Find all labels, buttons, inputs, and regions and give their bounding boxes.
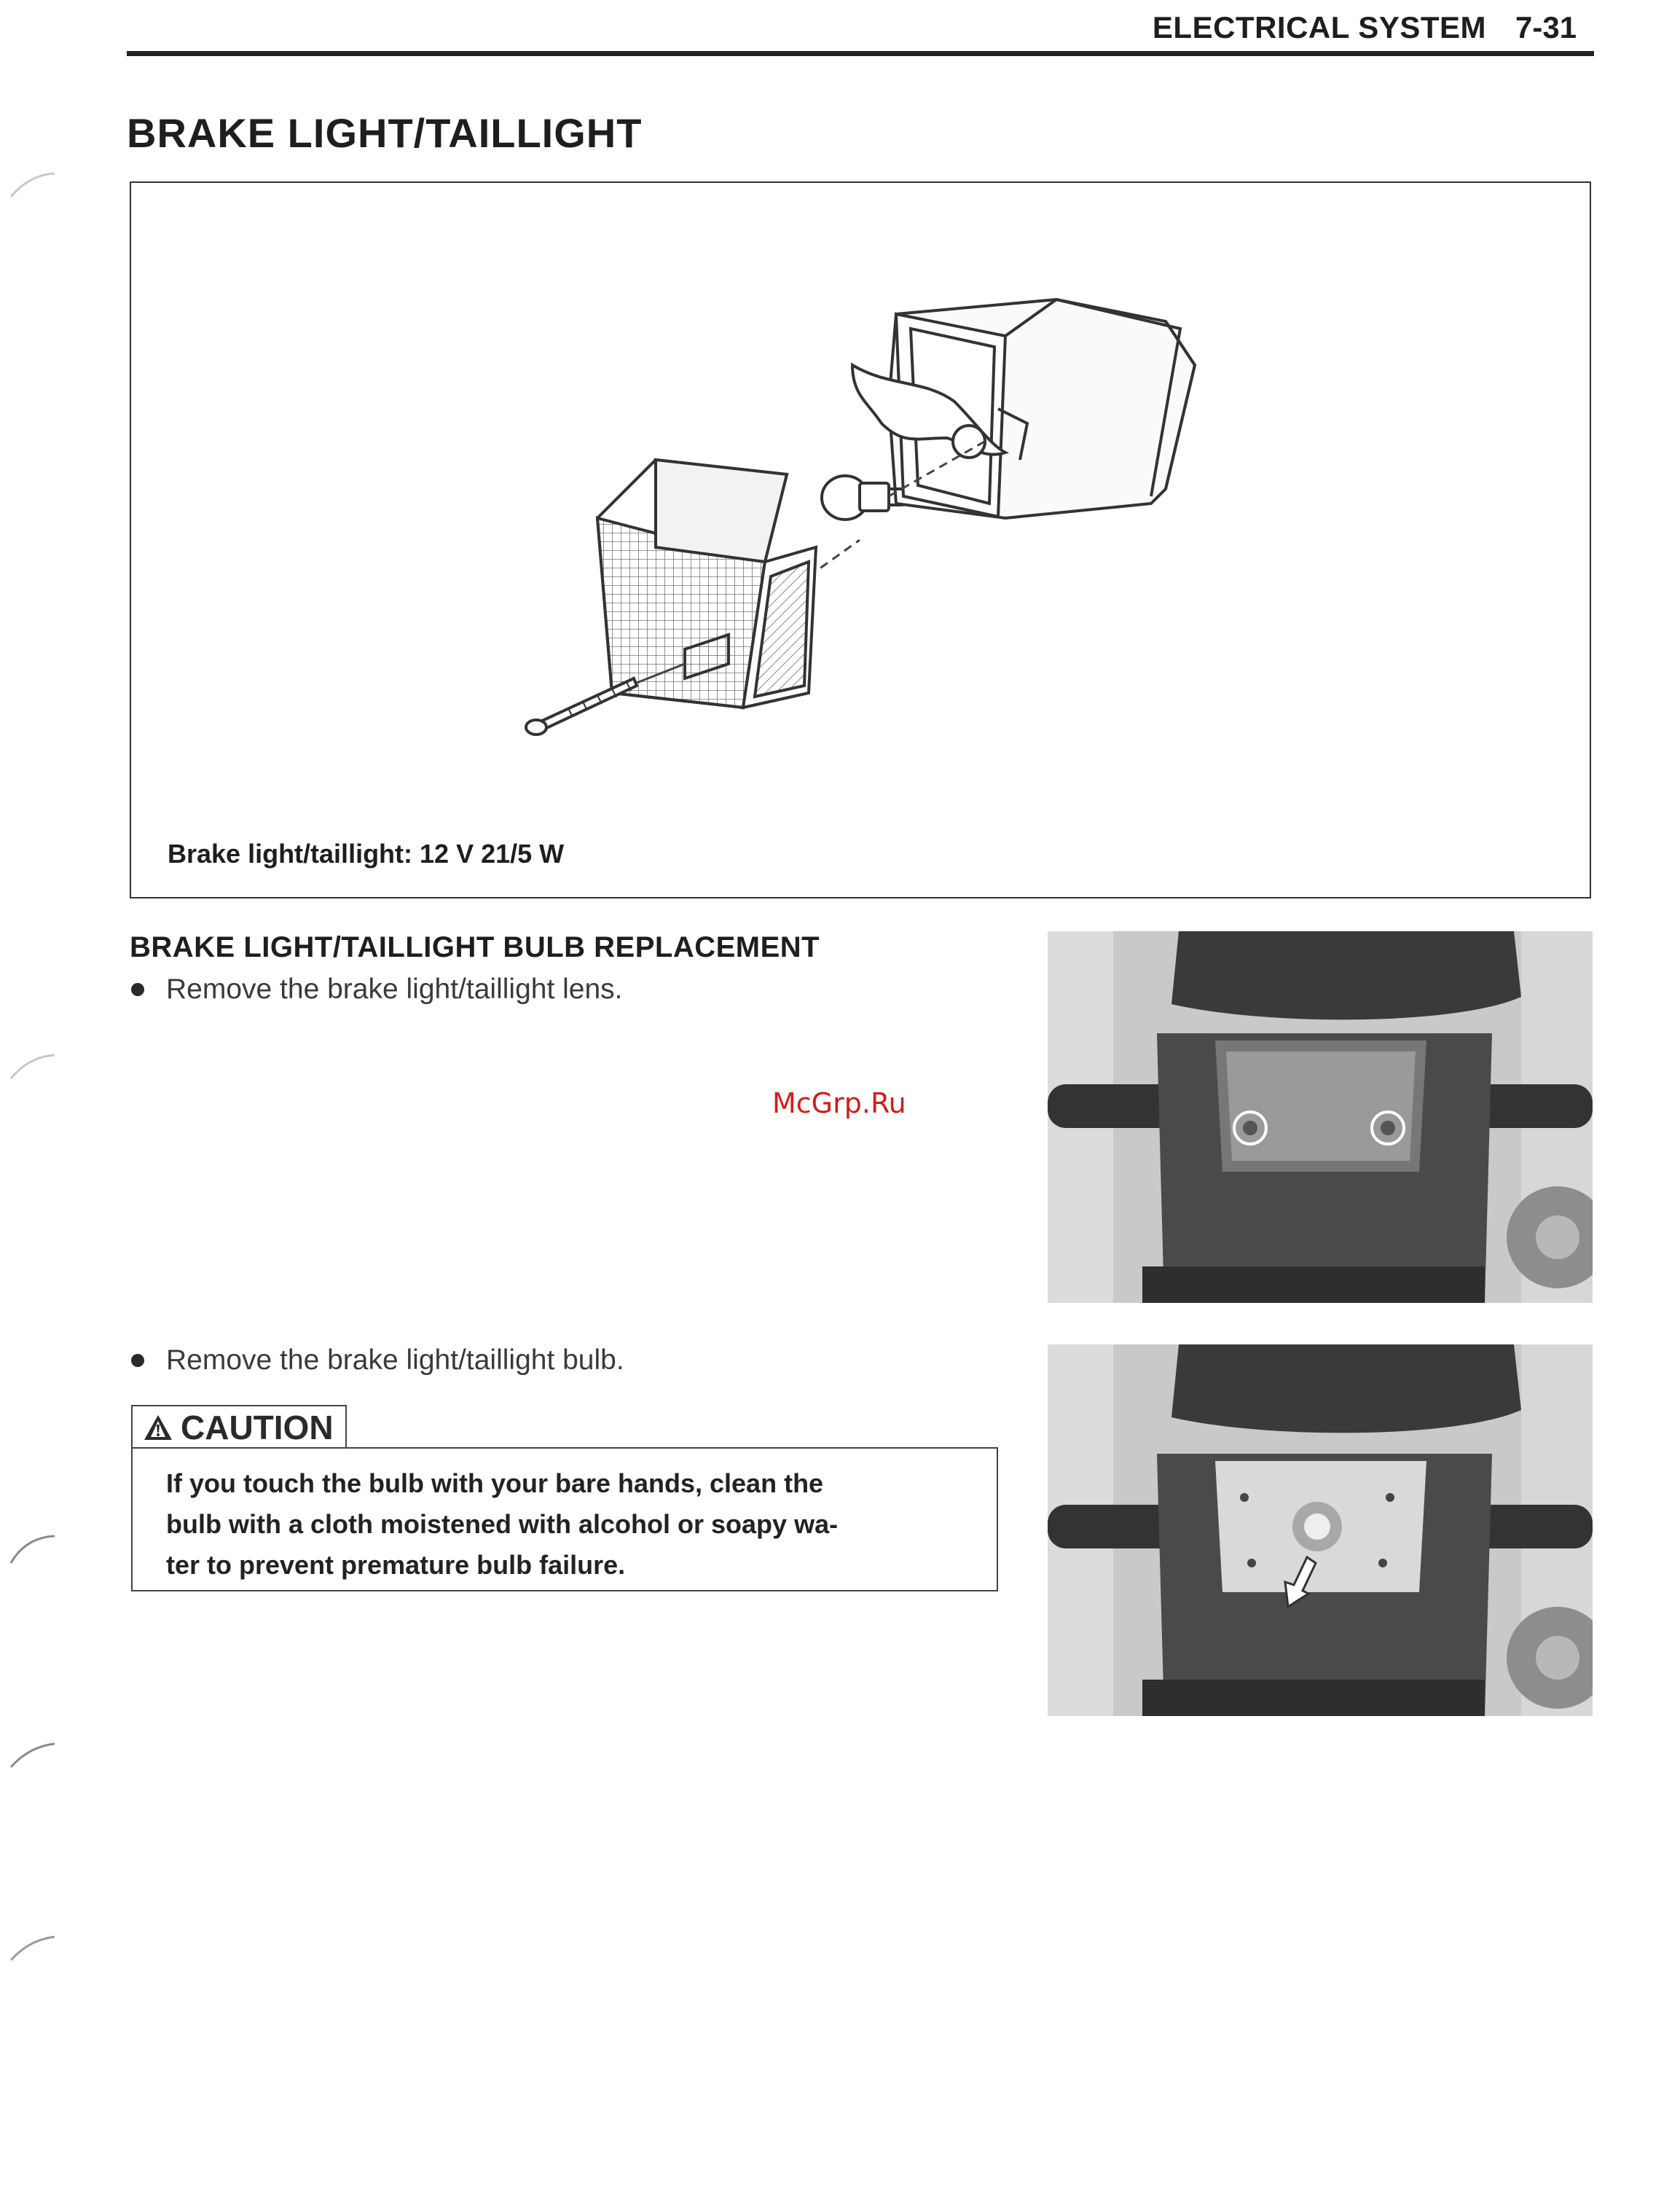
step-text: Remove the brake light/taillight bulb. bbox=[166, 1344, 624, 1376]
procedure-step bbox=[131, 974, 623, 1006]
procedure-step bbox=[131, 1344, 624, 1376]
margin-mark bbox=[7, 1738, 58, 1782]
warning-triangle-icon bbox=[143, 1414, 173, 1441]
photo-bulb-arrow bbox=[1048, 1344, 1593, 1716]
margin-mark bbox=[7, 1530, 58, 1574]
header-rule bbox=[127, 51, 1594, 56]
photo-illustration bbox=[1048, 1344, 1593, 1716]
screw bbox=[526, 678, 637, 735]
caution-box bbox=[131, 1447, 998, 1591]
bullet-dot-icon bbox=[131, 1354, 144, 1367]
caution-line: ter to prevent premature bulb failure. bbox=[166, 1550, 626, 1580]
watermark: McGrp.Ru bbox=[772, 1087, 906, 1119]
section-name: ELECTRICAL SYSTEM bbox=[1152, 10, 1486, 44]
section-heading: BRAKE LIGHT/TAILLIGHT BULB REPLACEMENT bbox=[130, 931, 820, 963]
margin-mark bbox=[7, 168, 58, 211]
page-number: 7-31 bbox=[1515, 10, 1577, 44]
margin-mark bbox=[7, 1049, 58, 1093]
figure-box bbox=[130, 181, 1591, 898]
bulb-spec: Brake light/taillight: 12 V 21/5 W bbox=[168, 839, 565, 869]
bulb bbox=[822, 476, 903, 520]
caution-title: CAUTION bbox=[181, 1409, 334, 1446]
taillight-exploded-diagram bbox=[131, 183, 1590, 897]
photo-lens-screws bbox=[1048, 931, 1593, 1303]
bullet-dot-icon bbox=[131, 983, 144, 996]
step-text: Remove the brake light/taillight lens. bbox=[166, 974, 623, 1005]
margin-mark bbox=[7, 1931, 58, 1975]
caution-line: bulb with a cloth moistened with alcohol or soapy wa- bbox=[166, 1509, 839, 1539]
taillight-lens bbox=[597, 460, 816, 708]
taillight-housing bbox=[852, 299, 1195, 518]
caution-label bbox=[131, 1405, 347, 1449]
photo-illustration bbox=[1048, 931, 1593, 1303]
page-title: BRAKE LIGHT/TAILLIGHT bbox=[127, 110, 643, 156]
caution-line: If you touch the bulb with your bare hands, clean the bbox=[166, 1468, 824, 1498]
